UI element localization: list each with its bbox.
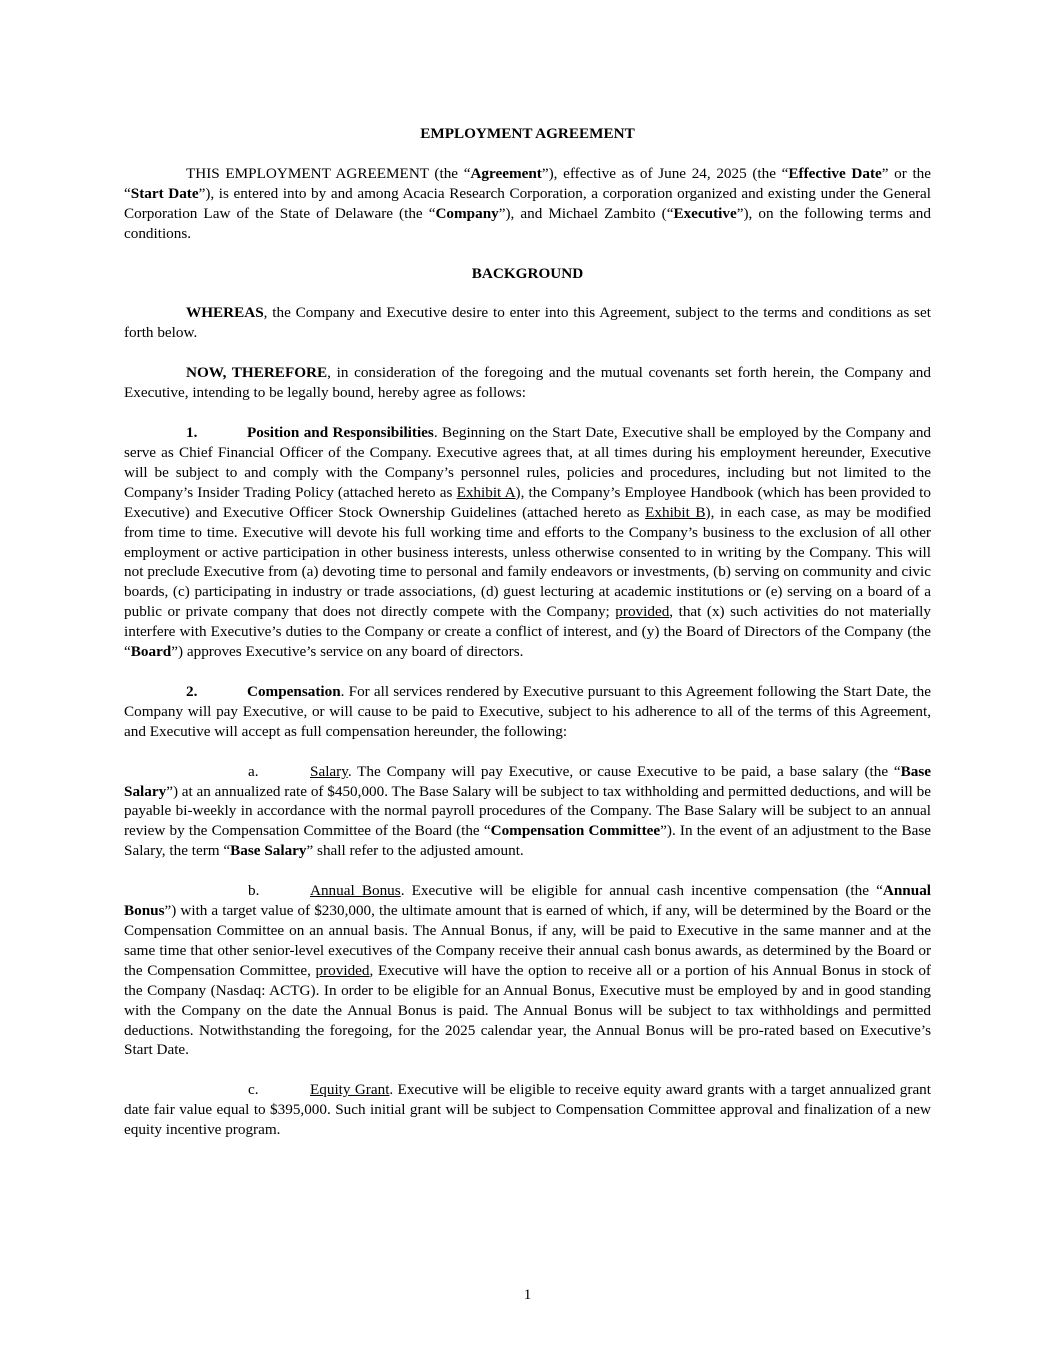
subsection-label: c. <box>248 1081 259 1099</box>
subsection-heading: Equity Grant <box>310 1081 390 1099</box>
section-number: 2. <box>186 682 198 700</box>
defined-term: Base Salary <box>230 842 307 860</box>
page-number: 1 <box>523 1286 532 1303</box>
section-2-paragraph: 2. Compensation. For all services rendered by Executive pursuant to this Agreement following the Start Date, the Company will pay Executive, or will cause to be paid to Executive, subject to his adherence to all of the terms of this Agreement, and Executive will accept as full compensation hereunder, the following: <box>124 682 931 740</box>
subsection-heading: Annual Bonus <box>310 882 401 900</box>
annual-bonus-paragraph: b. Annual Bonus. Executive will be eligible for annual cash incentive compensation (the “Annual Bonus”) with a target value of $230,000, the ultimate amount that is earned of which, if any, will be determined by the Board or the Compensation Committee on an annual basis. The Annual Bonus, if any, will be paid to Executive in the same manner and at the same time that other senior-level executives of the Company receive their annual cash bonus awards, as determined by the Board or the Compensation Committee, provided, Executive will have the option to receive all or a portion of his Annual Bonus in stock of the Company (Nasdaq: ACTG). In order to be eligible for an Annual Bonus, Executive must be employed by and in good standing with the Company on the date the Annual Bonus is paid. The Annual Bonus will be subject to tax withholdings and permitted deductions. Notwithstanding the foregoing, for the 2025 calendar year, the Annual Bonus will be pro-rated based on Executive’s Start Date. <box>124 882 932 1059</box>
defined-term: Company <box>435 204 499 222</box>
equity-grant-paragraph: c. Equity Grant. Executive will be eligible to receive equity award grants with a target annualized grant date fair value equal to $395,000. Such initial grant will be subject to Compensation Committee approval and finalization of a new equity incentive program. <box>124 1081 931 1139</box>
section-heading: Position and Responsibilities <box>247 424 434 442</box>
defined-term: Compensation Committee <box>490 822 661 840</box>
defined-term: Annual Bonus <box>124 882 932 920</box>
salary-paragraph: a. Salary. The Company will pay Executive, or cause Executive to be paid, a base salary (the “Base Salary”) at an annualized rate of $450,000. The Base Salary will be subject to tax withholding and permitted deductions, and will be payable bi-weekly in accordance with the normal payroll procedures of the Company. The Base Salary will be subject to an annual review by the Compensation Committee of the Board (the “Compensation Committee”). In the event of an adjustment to the Base Salary, the term “Base Salary” shall refer to the adjusted amount. <box>124 762 931 860</box>
defined-term: Agreement <box>470 164 542 182</box>
section-1-paragraph: 1. Position and Responsibilities. Beginning on the Start Date, Executive shall be employed by the Company and serve as Chief Financial Officer of the Company. Executive agrees that, at all times during his employment hereunder, Executive will be subject to and comply with the Company’s personnel rules, policies and procedures, including but not limited to the Company’s Insider Trading Policy (attached hereto as Exhibit A), the Company’s Employee Handbook (which has been provided to Executive) and Executive Officer Stock Ownership Guidelines (attached hereto as Exhibit B), in each case, as may be modified from time to time. Executive will devote his full working time and efforts to the Company’s business to the exclusion of all other employment or active participation in other business interests, unless otherwise consented to in writing by the Company. This will not preclude Executive from (a) devoting time to personal and family endeavors or investments, (b) serving on community and civic boards, (c) participating in industry or trade associations, (d) guest lecturing at academic institutions or (e) serving on a board of a public or private company that does not directly compete with the Company; provided, that (x) such activities do not materially interfere with Executive’s duties to the Company or create a conflict of interest, and (y) the Board of Directors of the Company (the “Board”) approves Executive’s service on any board of directors. <box>124 424 932 661</box>
exhibit-reference: Exhibit B <box>645 503 706 521</box>
defined-term: Base Salary <box>124 762 931 800</box>
document-title: EMPLOYMENT AGREEMENT <box>420 125 635 142</box>
intro-paragraph: THIS EMPLOYMENT AGREEMENT (the “Agreement”), effective as of June 24, 2025 (the “Effective Date” or the “Start Date”), is entered into by and among Acacia Research Corporation, a corporation organized and existing under the General Corporation Law of the State of Delaware (the “Company”), and Michael Zambito (“Executive”), on the following terms and conditions. <box>124 164 932 242</box>
defined-term: Effective Date <box>788 164 882 182</box>
subsection-heading: Salary <box>310 762 348 780</box>
whereas-paragraph: WHEREAS, the Company and Executive desire to enter into this Agreement, subject to the terms and conditions as set forth below. <box>124 304 931 342</box>
section-heading: Compensation <box>247 682 341 700</box>
defined-term: Start Date <box>130 184 199 202</box>
section-number: 1. <box>186 424 198 442</box>
subsection-label: a. <box>248 762 259 780</box>
document-body <box>124 124 931 1160</box>
defined-term: Board <box>130 643 172 661</box>
defined-term: Executive <box>673 204 737 222</box>
subsection-label: b. <box>248 882 260 900</box>
now-therefore-paragraph: NOW, THEREFORE, in consideration of the foregoing and the mutual covenants set forth herein, the Company and Executive, intending to be legally bound, hereby agree as follows: <box>124 364 931 402</box>
exhibit-reference: Exhibit A <box>456 483 516 501</box>
background-heading: BACKGROUND <box>471 264 584 282</box>
